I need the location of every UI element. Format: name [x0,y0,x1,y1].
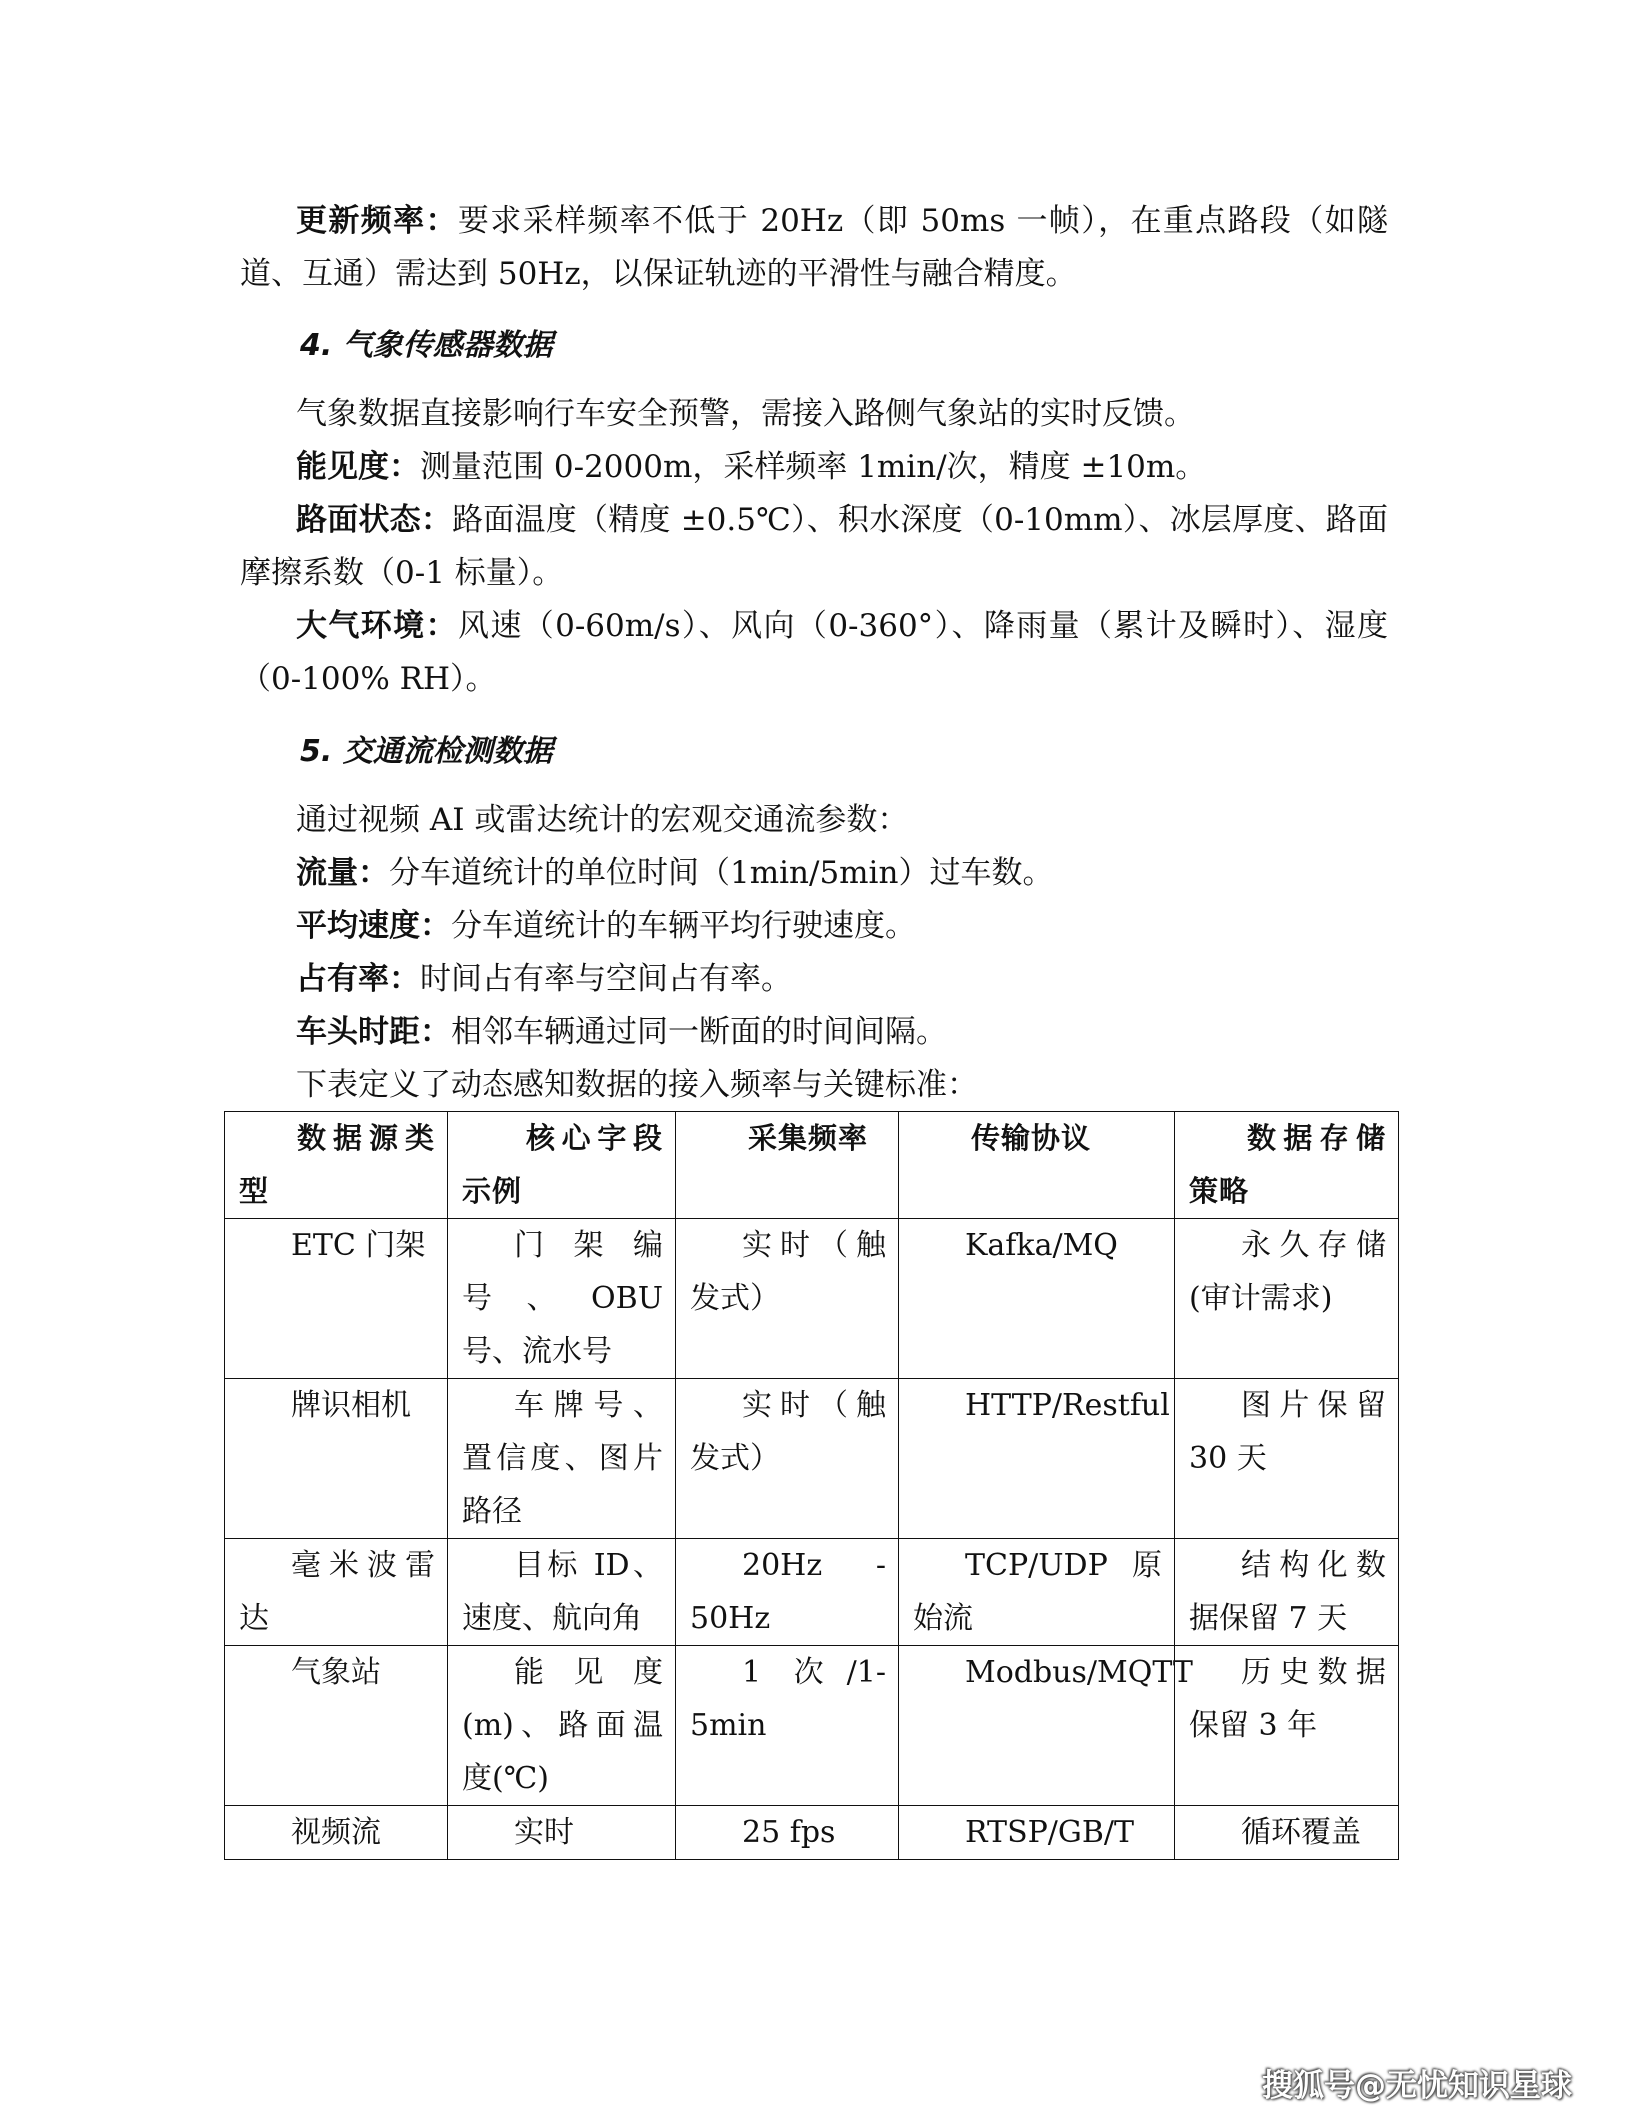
table-row [225,1806,1399,1860]
table-cell: 实时（触发式） [676,1219,899,1379]
occupancy-label: 占有率： [296,961,420,997]
table-row [225,1539,1399,1646]
weather-intro: 气象数据直接影响行车安全预警，需接入路侧气象站的实时反馈。 [296,396,1195,432]
road-surface-text: 路面温度（精度 ±0.5℃）、积水深度（0-10mm）、冰层厚度、路面摩擦系数（0-1 标量）。 [240,502,1388,591]
section-5-heading: 5. 交通流检测数据 [300,734,553,769]
section-4-heading: 4. 气象传感器数据 [300,328,553,363]
table-cell: 历史数据保留 3 年 [1175,1646,1399,1806]
source-watermark: 搜狐号@无忧知识星球 [1262,2068,1572,2104]
table-cell: RTSP/GB/T [899,1806,1175,1860]
update-frequency-text: 要求采样频率不低于 20Hz（即 50ms 一帧），在重点路段（如隧道、互通）需达到 50Hz，以保证轨迹的平滑性与融合精度。 [240,203,1389,292]
table-header-row [225,1112,1399,1219]
visibility-text: 测量范围 0-2000m，采样频率 1min/次，精度 ±10m。 [420,449,1207,485]
table-cell: 目标 ID、速度、航向角 [448,1539,676,1646]
table-cell: 结构化数据保留 7 天 [1175,1539,1399,1646]
avg-speed-paragraph [240,900,1388,953]
atmosphere-label: 大气环境： [296,608,458,644]
header-protocol: 传输协议 [899,1112,1175,1219]
volume-text: 分车道统计的单位时间（1min/5min）过车数。 [389,855,1054,891]
table-cell: 循环覆盖 [1175,1806,1399,1860]
update-frequency-paragraph [240,195,1388,301]
avg-speed-text: 分车道统计的车辆平均行驶速度。 [451,908,916,944]
table-cell: 牌识相机 [225,1379,448,1539]
header-core-fields: 核心字段示例 [448,1112,676,1219]
occupancy-text: 时间占有率与空间占有率。 [420,961,792,997]
atmosphere-text: 风速（0-60m/s）、风向（0-360°）、降雨量（累计及瞬时）、湿度（0-100% RH）。 [240,608,1388,697]
table-cell: 气象站 [225,1646,448,1806]
header-frequency: 采集频率 [676,1112,899,1219]
visibility-paragraph [240,441,1388,494]
road-surface-label: 路面状态： [296,502,453,538]
data-source-table [224,1111,1399,1860]
table-row [225,1379,1399,1539]
table-caption: 下表定义了动态感知数据的接入频率与关键标准： [296,1067,978,1103]
volume-paragraph [240,847,1388,900]
table-cell: 能见度(m)、路面温度(℃) [448,1646,676,1806]
road-surface-paragraph [240,494,1388,600]
table-cell: 车牌号、置信度、图片路径 [448,1379,676,1539]
header-source-type: 数据源类型 [225,1112,448,1219]
table-cell: 20Hz - 50Hz [676,1539,899,1646]
visibility-label: 能见度： [296,449,420,485]
table-cell: 门架编号、OBU 号、流水号 [448,1219,676,1379]
headway-paragraph [240,1006,1388,1059]
table-cell: ETC 门架 [225,1219,448,1379]
table-cell: 永久存储(审计需求) [1175,1219,1399,1379]
table-cell: TCP/UDP 原始流 [899,1539,1175,1646]
header-storage: 数据存储策略 [1175,1112,1399,1219]
table-cell: Kafka/MQ [899,1219,1175,1379]
table-cell: Modbus/MQTT [899,1646,1175,1806]
volume-label: 流量： [296,855,389,891]
update-frequency-label: 更新频率： [296,203,458,239]
table-cell: 1 次/1-5min [676,1646,899,1806]
avg-speed-label: 平均速度： [296,908,451,944]
headway-label: 车头时距： [296,1014,451,1050]
headway-text: 相邻车辆通过同一断面的时间间隔。 [451,1014,947,1050]
table-cell: 图片保留 30 天 [1175,1379,1399,1539]
traffic-flow-intro: 通过视频 AI 或雷达统计的宏观交通流参数： [296,802,909,838]
table-row [225,1219,1399,1379]
occupancy-paragraph [240,953,1388,1006]
table-cell: HTTP/Restful [899,1379,1175,1539]
table-cell: 实时 [448,1806,676,1860]
table-cell: 毫米波雷达 [225,1539,448,1646]
atmosphere-paragraph [240,600,1388,706]
table-cell: 实时（触发式） [676,1379,899,1539]
table-cell: 视频流 [225,1806,448,1860]
table-cell: 25 fps [676,1806,899,1860]
table-row [225,1646,1399,1806]
